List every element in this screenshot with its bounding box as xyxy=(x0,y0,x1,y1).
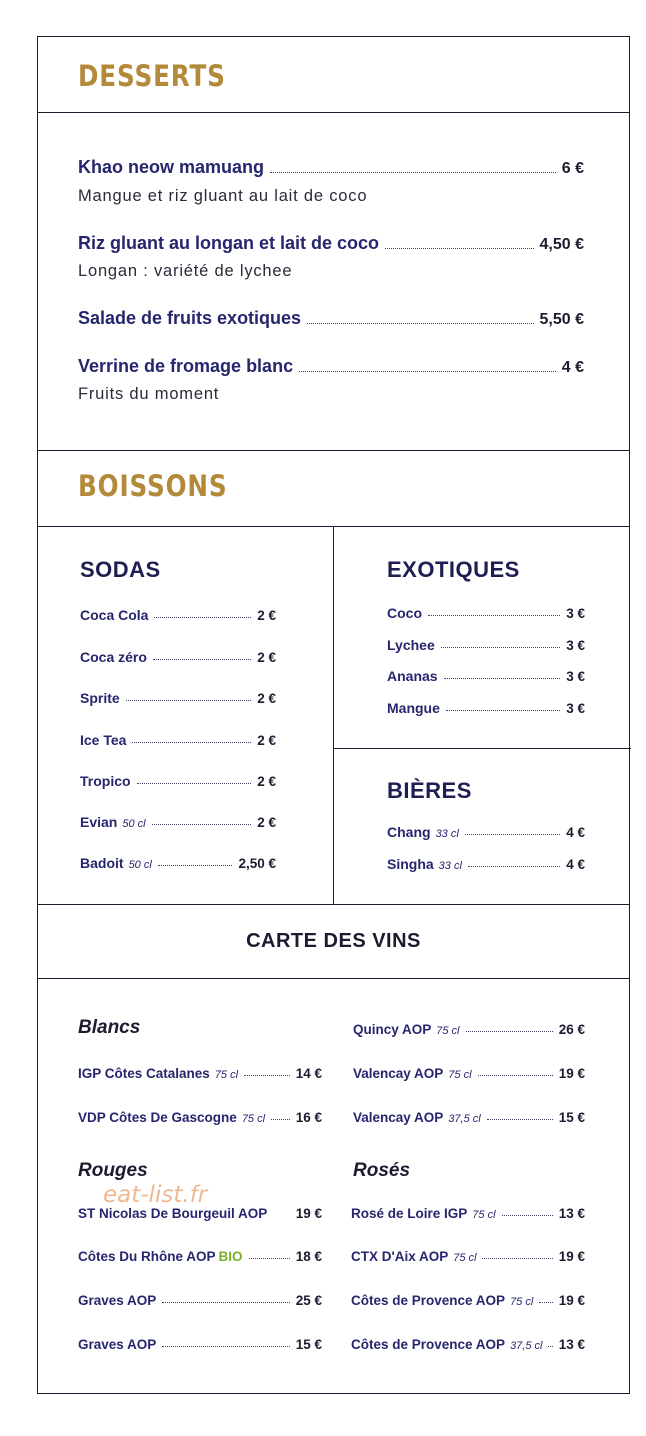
leader-dots xyxy=(446,710,560,711)
leader-dots xyxy=(158,865,233,866)
item-price: 2 € xyxy=(257,774,276,789)
item-name: Rosé de Loire IGP xyxy=(351,1206,468,1221)
item-price: 2 € xyxy=(257,815,276,830)
item-description: Longan : variété de lychee xyxy=(78,262,293,280)
rouges-title: Rouges xyxy=(78,1160,148,1181)
menu-item xyxy=(78,308,584,329)
item-name: Valencay AOP xyxy=(353,1110,444,1125)
item-price: 19 € xyxy=(558,1066,585,1081)
menu-item xyxy=(80,814,276,830)
item-name: Quincy AOP xyxy=(353,1022,432,1037)
leader-dots xyxy=(307,323,533,324)
item-name: VDP Côtes De Gascogne xyxy=(78,1110,237,1125)
item-description: Fruits du moment xyxy=(78,385,220,403)
watermark: eat-list.fr xyxy=(103,1182,208,1208)
item-price: 16 € xyxy=(295,1110,322,1125)
item-price: 4,50 € xyxy=(539,236,584,253)
item-name: Lychee xyxy=(387,637,435,653)
item-price: 4 € xyxy=(566,825,585,840)
menu-item xyxy=(78,157,584,178)
item-price: 4 € xyxy=(561,359,584,376)
leader-dots xyxy=(502,1215,553,1216)
divider xyxy=(333,748,631,749)
item-name: Coco xyxy=(387,605,422,621)
item-volume: 75 cl xyxy=(453,1252,477,1264)
menu-item xyxy=(80,773,276,789)
wine-item xyxy=(78,1110,322,1125)
divider xyxy=(38,904,629,905)
item-price: 19 € xyxy=(558,1249,585,1264)
item-price: 2 € xyxy=(257,733,276,748)
roses-title: Rosés xyxy=(353,1160,411,1181)
item-price: 13 € xyxy=(558,1337,585,1352)
column-divider xyxy=(333,526,334,904)
leader-dots xyxy=(162,1346,289,1347)
item-name: Coca Cola xyxy=(80,607,149,623)
exotiques-title: EXOTIQUES xyxy=(387,557,520,582)
leader-dots xyxy=(385,248,533,249)
leader-dots xyxy=(444,678,561,679)
menu-item xyxy=(80,732,276,748)
item-name: Graves AOP xyxy=(78,1337,157,1352)
item-name: Graves AOP xyxy=(78,1293,157,1308)
item-name: Riz gluant au longan et lait de coco xyxy=(78,233,380,253)
item-volume: 75 cl xyxy=(448,1069,472,1081)
leader-dots xyxy=(478,1075,553,1076)
menu-item xyxy=(387,668,585,684)
leader-dots xyxy=(270,172,556,173)
item-volume: 37,5 cl xyxy=(448,1113,481,1125)
vins-title: CARTE DES VINS xyxy=(246,930,421,952)
item-name: ST Nicolas De Bourgeuil AOP xyxy=(78,1206,268,1221)
item-name: Sprite xyxy=(80,690,120,706)
item-price: 5,50 € xyxy=(539,311,584,328)
item-name: Tropico xyxy=(80,773,131,789)
item-price: 15 € xyxy=(295,1337,322,1352)
leader-dots xyxy=(468,866,560,867)
menu-item xyxy=(387,637,585,653)
item-name: Khao neow mamuang xyxy=(78,157,265,177)
item-price: 19 € xyxy=(558,1293,585,1308)
item-price: 26 € xyxy=(558,1022,585,1037)
menu-item xyxy=(78,233,584,254)
item-name: CTX D'Aix AOP xyxy=(351,1249,449,1264)
leader-dots xyxy=(162,1302,289,1303)
item-price: 2 € xyxy=(257,608,276,623)
item-price: 14 € xyxy=(295,1066,322,1081)
item-price: 19 € xyxy=(295,1206,322,1221)
wine-item xyxy=(78,1206,322,1221)
item-price: 2,50 € xyxy=(238,856,276,871)
leader-dots xyxy=(482,1258,552,1259)
menu-item xyxy=(80,649,276,665)
desserts-title: DESSERTS xyxy=(78,59,226,93)
wine-item xyxy=(351,1293,585,1308)
item-price: 3 € xyxy=(566,606,585,621)
menu-item xyxy=(387,824,585,840)
leader-dots xyxy=(465,834,560,835)
item-name: Ice Tea xyxy=(80,732,127,748)
leader-dots xyxy=(539,1302,552,1303)
leader-dots xyxy=(273,1215,289,1216)
item-volume: 75 cl xyxy=(241,1113,266,1125)
item-volume: 75 cl xyxy=(510,1296,534,1308)
menu-item xyxy=(387,700,585,716)
item-price: 3 € xyxy=(566,701,585,716)
item-volume: 37,5 cl xyxy=(510,1340,543,1352)
menu-item xyxy=(387,605,585,621)
item-name: Salade de fruits exotiques xyxy=(78,308,302,328)
wine-item xyxy=(353,1066,585,1081)
leader-dots xyxy=(428,615,560,616)
menu-item xyxy=(78,356,584,377)
item-volume: 75 cl xyxy=(214,1069,239,1081)
leader-dots xyxy=(126,700,252,701)
leader-dots xyxy=(466,1031,553,1032)
item-price: 15 € xyxy=(558,1110,585,1125)
item-name: Chang xyxy=(387,824,431,840)
item-volume: 33 cl xyxy=(438,860,462,872)
wine-item xyxy=(351,1249,585,1264)
wine-item xyxy=(351,1206,585,1221)
leader-dots xyxy=(137,783,252,784)
item-name: Verrine de fromage blanc xyxy=(78,356,294,376)
item-name: Valencay AOP xyxy=(353,1066,444,1081)
bieres-title: BIÈRES xyxy=(387,778,472,803)
menu-item xyxy=(80,855,276,871)
wine-item xyxy=(353,1110,585,1125)
item-name: Singha xyxy=(387,856,434,872)
item-name: Côtes Du Rhône AOP xyxy=(78,1249,216,1264)
divider xyxy=(38,978,629,979)
sodas-title: SODAS xyxy=(80,557,161,582)
leader-dots xyxy=(244,1075,290,1076)
item-price: 18 € xyxy=(295,1249,322,1264)
divider xyxy=(38,450,629,451)
item-name: Mangue xyxy=(387,700,440,716)
item-price: 4 € xyxy=(566,857,585,872)
leader-dots xyxy=(441,647,560,648)
leader-dots xyxy=(548,1346,552,1347)
leader-dots xyxy=(249,1258,290,1259)
leader-dots xyxy=(132,742,251,743)
menu-item xyxy=(80,607,276,623)
item-price: 3 € xyxy=(566,638,585,653)
item-price: 2 € xyxy=(257,691,276,706)
item-volume: 50 cl xyxy=(122,818,146,830)
item-price: 25 € xyxy=(295,1293,322,1308)
leader-dots xyxy=(154,617,251,618)
item-volume: 50 cl xyxy=(128,859,152,871)
wine-item xyxy=(78,1066,322,1081)
item-volume: 33 cl xyxy=(435,828,459,840)
wine-item xyxy=(78,1249,322,1264)
menu-item xyxy=(80,690,276,706)
leader-dots xyxy=(152,824,252,825)
divider xyxy=(38,112,629,113)
wine-item xyxy=(78,1293,322,1308)
item-name: Côtes de Provence AOP xyxy=(351,1337,506,1352)
wine-item xyxy=(78,1337,322,1352)
leader-dots xyxy=(299,371,556,372)
item-name: Evian xyxy=(80,814,118,830)
item-volume: 75 cl xyxy=(436,1025,460,1037)
wine-item xyxy=(351,1337,585,1352)
item-name: IGP Côtes Catalanes xyxy=(78,1066,210,1081)
item-price: 3 € xyxy=(566,669,585,684)
item-price: 6 € xyxy=(561,160,584,177)
item-price: 13 € xyxy=(558,1206,585,1221)
blancs-title: Blancs xyxy=(78,1017,141,1038)
leader-dots xyxy=(153,659,251,660)
wine-item xyxy=(353,1022,585,1037)
leader-dots xyxy=(271,1119,290,1120)
item-description: Mangue et riz gluant au lait de coco xyxy=(78,187,368,205)
leader-dots xyxy=(487,1119,553,1120)
item-name: Ananas xyxy=(387,668,438,684)
item-name: Coca zéro xyxy=(80,649,147,665)
item-volume: 75 cl xyxy=(472,1209,496,1221)
item-price: 2 € xyxy=(257,650,276,665)
item-name: Côtes de Provence AOP xyxy=(351,1293,506,1308)
boissons-title: BOISSONS xyxy=(78,469,228,503)
item-name: Badoit xyxy=(80,855,124,871)
bio-badge: BIO xyxy=(218,1249,243,1264)
menu-item xyxy=(387,856,585,872)
